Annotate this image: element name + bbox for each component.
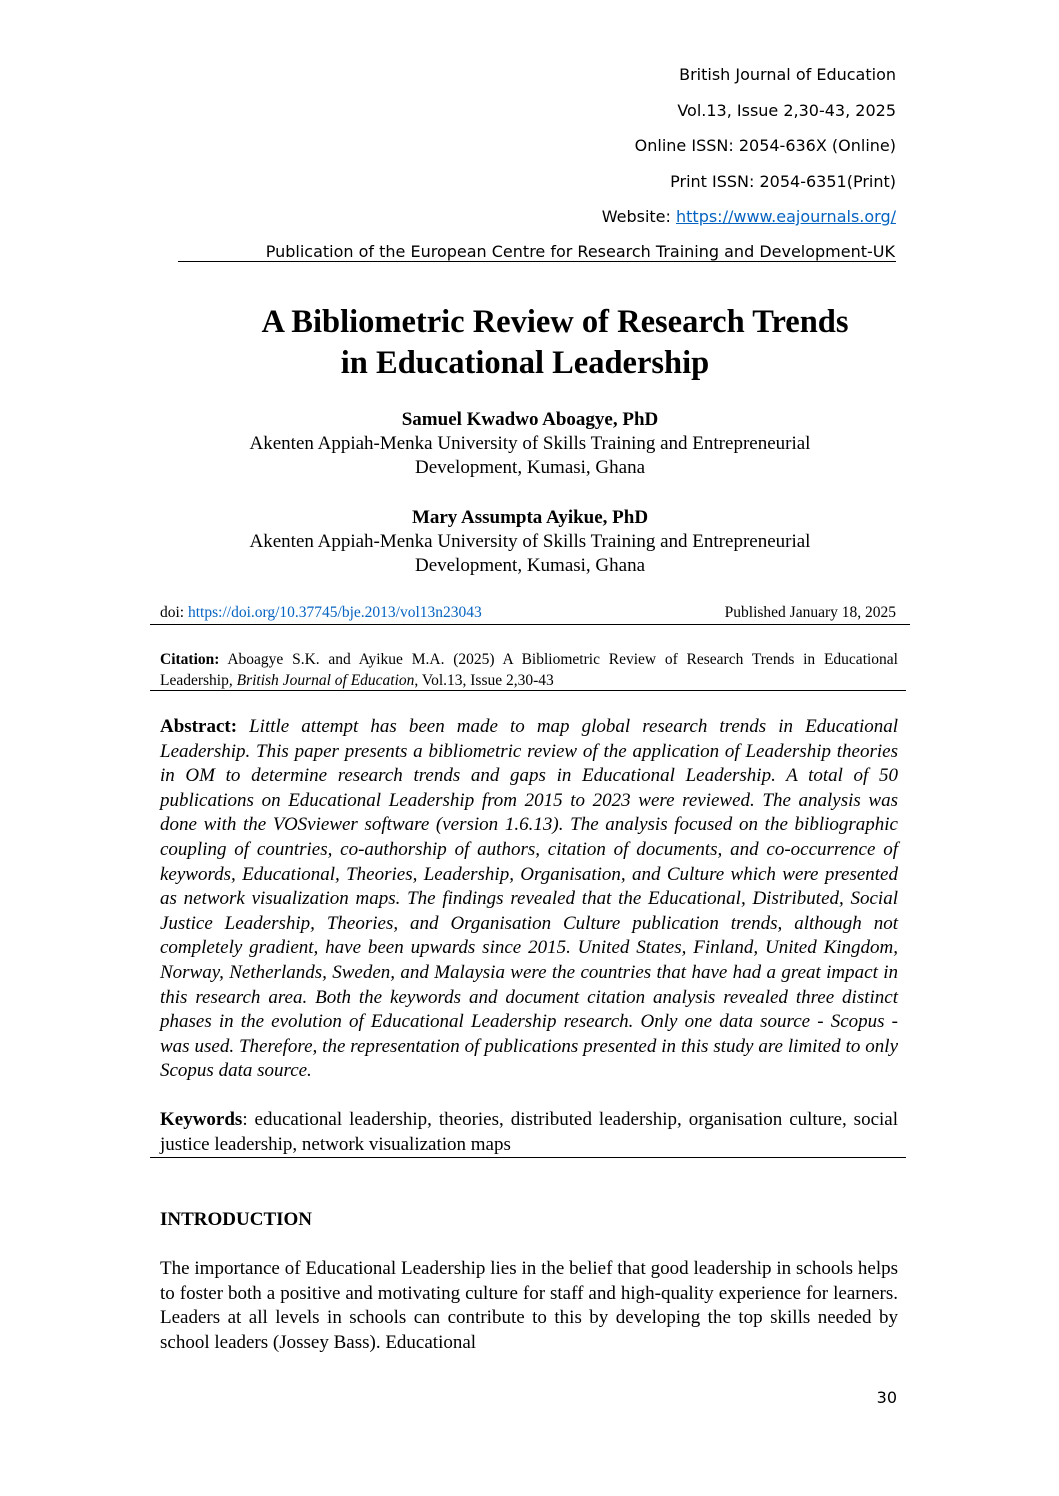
header-rule	[178, 261, 896, 262]
citation	[160, 650, 898, 691]
abstract-text: Little attempt has been made to map global research trends in Educational Leadership. This paper presents a bibliometric review of the application of Leadership theories in OM to determine research trends and gaps in Educational Leadership. A total of 50 publications on Educational Leadership from 2015 to 2023 were reviewed. The analysis was done with the VOSviewer software (version 1.6.13). The analysis focused on the bibliographic coupling of countries, co-authorship of authors, citation of documents, and co-occurrence of keywords, Educational, Theories, Leadership, Organisation, and Culture which were presented as network visualization maps. The findings revealed that the Educational, Distributed, Social Justice Leadership, Theories, and Organisation Culture publication trends, although not completely gradient, have been upwards since 2015. United States, Finland, United Kingdom, Norway, Netherlands, Sweden, and Malaysia were the countries that have had a great impact in this research area. Both the keywords and document citation analysis revealed three distinct phases in the evolution of Educational Leadership research. Only one data source - Scopus - was used. Therefore, the representation of publications presented in this study are limited to only Scopus data source.	[160, 716, 898, 1082]
paper-title-line-1: A Bibliometric Review of Research Trends	[261, 304, 849, 340]
website-link[interactable]: https://www.eajournals.org/	[676, 207, 896, 226]
doi-link[interactable]: https://doi.org/10.37745/bje.2013/vol13n23043	[188, 604, 482, 621]
intro-paragraph: The importance of Educational Leadership lies in the belief that good leadership in schools helps to foster both a positive and motivating culture for staff and high-quality experience for learners. Leaders at all levels in schools can contribute to this by developing the top skills needed by school leaders (Jossey Bass). Educational	[160, 1258, 898, 1353]
section-heading: INTRODUCTION	[160, 1209, 313, 1230]
doi-label: doi:	[160, 604, 188, 621]
citation-text: Aboagye S.K. and Ayikue M.A. (2025) A Bibliometric Review of Research Trends in Educational Leadership,	[160, 651, 898, 689]
author-affiliation: Akenten Appiah-Menka University of Skills Training and Entrepreneurial	[249, 433, 811, 454]
page-number: 30	[876, 1388, 897, 1407]
keywords-rule	[150, 1157, 906, 1158]
abstract-label: Abstract:	[160, 716, 238, 737]
author-affiliation: Akenten Appiah-Menka University of Skills Training and Entrepreneurial	[249, 531, 811, 552]
keywords	[160, 1108, 898, 1157]
keywords-label: Keywords	[160, 1109, 243, 1130]
author-affiliation: Development, Kumasi, Ghana	[414, 555, 646, 576]
online-issn: Online ISSN: 2054-636X (Online)	[634, 136, 896, 155]
author-name: Mary Assumpta Ayikue, PhD	[411, 507, 649, 528]
paper-title-line-2: in Educational Leadership	[340, 345, 710, 381]
citation-journal: British Journal of Education	[236, 671, 415, 689]
citation-rule	[150, 690, 906, 691]
volume-info: Vol.13, Issue 2,30-43, 2025	[677, 101, 896, 120]
publisher-line: Publication of the European Centre for Research Training and Development-UK	[265, 242, 895, 261]
journal-name: British Journal of Education	[679, 65, 896, 84]
doi-rule	[150, 624, 910, 625]
author-affiliation: Development, Kumasi, Ghana	[414, 457, 646, 478]
citation-label: Citation:	[160, 651, 220, 668]
website-label: Website:	[601, 207, 676, 226]
website-line	[602, 207, 896, 227]
doi-line	[160, 603, 482, 623]
print-issn: Print ISSN: 2054-6351(Print)	[670, 172, 896, 191]
published-date: Published January 18, 2025	[724, 604, 896, 621]
citation-text-end: , Vol.13, Issue 2,30-43	[414, 671, 554, 689]
author-name: Samuel Kwadwo Aboagye, PhD	[401, 409, 659, 430]
abstract	[160, 715, 898, 1084]
keywords-text: : educational leadership, theories, distributed leadership, organisation culture, social justice leadership, network visualization maps	[160, 1109, 898, 1155]
